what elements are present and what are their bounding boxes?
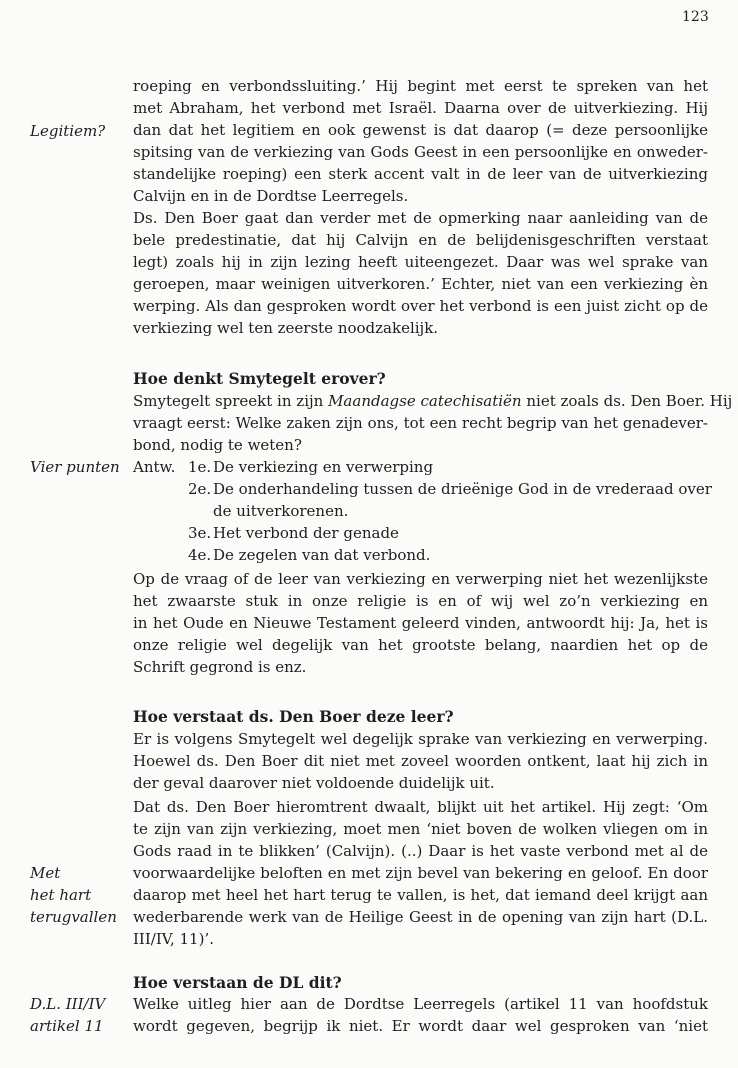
body-line: te zijn van zijn verkiezing, moet men ‘niet boven de wolken vliegen om in (133, 820, 708, 838)
body-line: vraagt eerst: Welke zaken zijn ons, tot een recht begrip van het genadever- (133, 414, 708, 432)
margin-note-het-hart: het hart (30, 886, 92, 904)
body-line: voorwaardelijke beloften en met zijn bevel van bekering en geloof. En door (133, 864, 708, 882)
body-line: Calvijn en in de Dordtse Leerregels. (133, 187, 409, 205)
margin-note-dl: D.L. III/IV (30, 995, 106, 1013)
page-number: 123 (682, 9, 709, 25)
margin-note-met: Met (30, 864, 61, 882)
body-line: wederbarende werk van de Heilige Geest in de opening van zijn hart (D.L. (133, 908, 708, 926)
list-text: De verkiezing en verwerping (213, 458, 434, 476)
body-line: der geval daarover niet voldoende duidelijk uit. (133, 774, 495, 792)
list-number: 4e. (188, 546, 212, 564)
body-line: standelijke roeping) een sterk accent valt in de leer van de uitverkiezing (133, 165, 708, 183)
body-line: Ds. Den Boer gaat dan verder met de opmerking naar aanleiding van de (133, 209, 708, 227)
answer-label: Antw. (133, 458, 176, 476)
body-line: Hoewel ds. Den Boer dit niet met zoveel woorden ontkent, laat hij zich in (133, 752, 708, 770)
list-line (133, 456, 708, 478)
body-line: roeping en verbondssluiting.’ Hij begint met eerst te spreken van het (133, 77, 708, 95)
body-line: verkiezing wel ten zeerste noodzakelijk. (133, 319, 439, 337)
body-line: wordt gegeven, begrijp ik niet. Er wordt daar wel gesproken van ‘niet (133, 1017, 708, 1035)
margin-note-artikel: artikel 11 (30, 1017, 104, 1035)
body-line: werping. Als dan gesproken wordt over het verbond is een juist zicht op de (133, 297, 708, 315)
body-line: bond, nodig te weten? (133, 436, 302, 454)
margin-note-terugvallen: terugvallen (30, 908, 117, 926)
body-line: spitsing van de verkiezing van Gods Geest in een persoonlijke en onweder- (133, 143, 708, 161)
text-span: niet zoals ds. Den Boer. Hij (521, 392, 733, 410)
heading-smytegelt: Hoe denkt Smytegelt erover? (133, 369, 386, 388)
body-line: Welke uitleg hier aan de Dordtse Leerregels (artikel 11 van hoofdstuk (133, 995, 708, 1013)
list-text: De zegelen van dat verbond. (213, 546, 431, 564)
text-span: Smytegelt spreekt in zijn (133, 392, 329, 410)
body-line: het zwaarste stuk in onze religie is en of wij wel zo’n verkiezing en (133, 592, 708, 610)
body-line: onze religie wel degelijk van het grootste belang, naardien het op de (133, 636, 708, 654)
body-line: met Abraham, het verbond met Israël. Daarna over de uitverkiezing. Hij (133, 99, 708, 117)
body-line: in het Oude en Nieuwe Testament geleerd vinden, antwoordt hij: Ja, het is (133, 614, 708, 632)
body-line (133, 390, 733, 412)
book-title: Maandagse catechisatiën (328, 392, 522, 410)
body-line: Er is volgens Smytegelt wel degelijk sprake van verkiezing en verwerping. (133, 730, 708, 748)
heading-den-boer: Hoe verstaat ds. Den Boer deze leer? (133, 707, 454, 726)
list-number: 1e. (188, 458, 212, 476)
body-line: III/IV, 11)’. (133, 930, 214, 948)
body-line: daarop met heel het hart terug te vallen, is het, dat iemand deel krijgt aan (133, 886, 708, 904)
margin-note-vier-punten: Vier punten (30, 458, 120, 476)
body-line: dan dat het legitiem en ook gewenst is dat daarop (= deze persoonlijke (133, 121, 708, 139)
body-line: legt) zoals hij in zijn lezing heeft uiteengezet. Daar was wel sprake van (133, 253, 708, 271)
body-line: geroepen, maar weinigen uitverkoren.’ Echter, niet van een verkiezing èn (133, 275, 708, 293)
body-line: Gods raad in te blikken’ (Calvijn). (..) Daar is het vaste verbond met al de (133, 842, 708, 860)
body-line: Op de vraag of de leer van verkiezing en verwerping niet het wezenlijkste (133, 570, 708, 588)
margin-note-legitiem: Legitiem? (30, 122, 106, 140)
body-line: Schrift gegrond is enz. (133, 658, 307, 676)
body-line: bele predestinatie, dat hij Calvijn en de belijdenisgeschriften verstaat (133, 231, 708, 249)
heading-dl: Hoe verstaan de DL dit? (133, 973, 342, 992)
list-text: Het verbond der genade (213, 524, 399, 542)
list-number: 3e. (188, 524, 212, 542)
body-line: Dat ds. Den Boer hieromtrent dwaalt, blijkt uit het artikel. Hij zegt: ‘Om (133, 798, 708, 816)
list-text: de uitverkorenen. (213, 502, 349, 520)
list-text: De onderhandeling tussen de drieënige God in de vrederaad over (213, 480, 712, 498)
list-number: 2e. (188, 480, 212, 498)
